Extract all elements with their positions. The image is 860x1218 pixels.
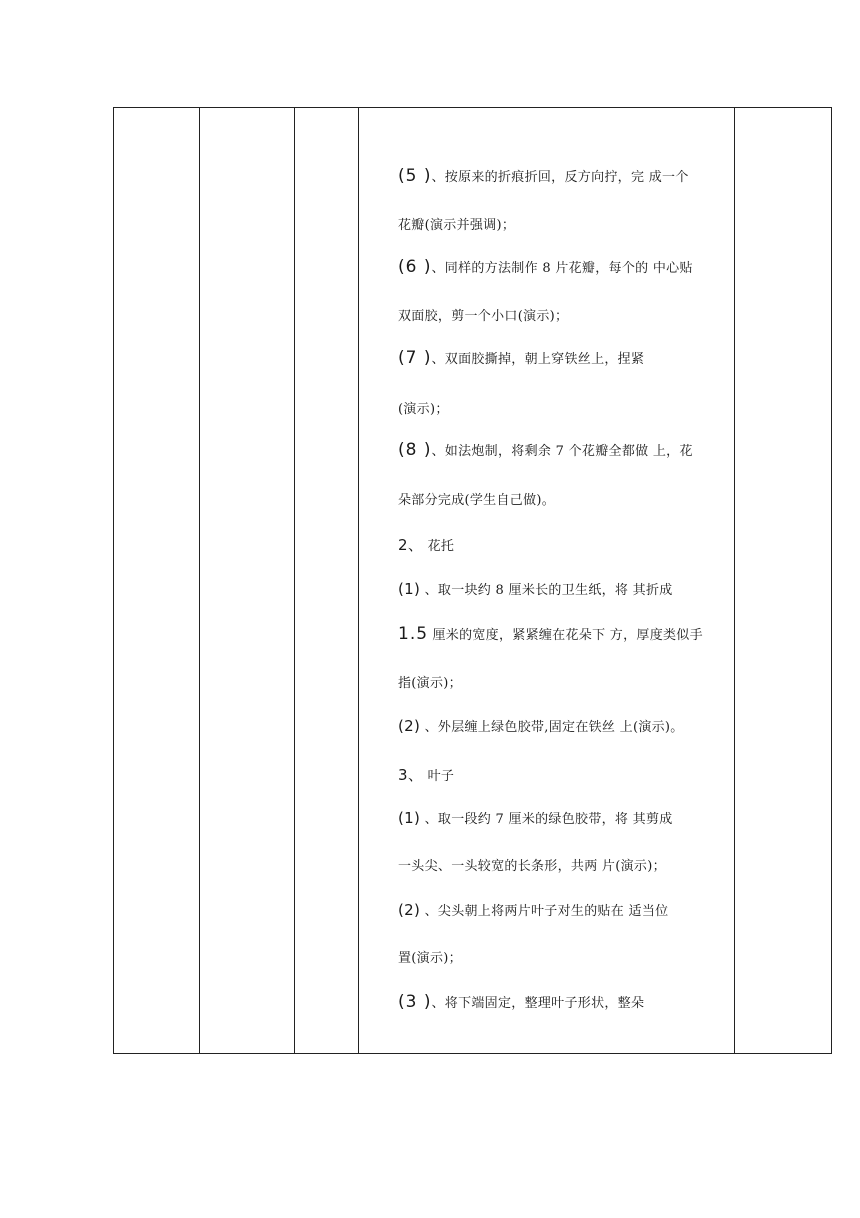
step-line: (3 )、将下端固定，整理叶子形状，整朵	[398, 992, 645, 1012]
step-line: 双面胶，剪一个小口(演示)；	[398, 309, 569, 324]
step-line: 一头尖、一头较宽的长条形，共两 片(演示)；	[398, 859, 666, 874]
column-divider-4	[734, 108, 735, 1053]
section-heading: 2、 花托	[398, 536, 455, 554]
step-line: (5 )、按原来的折痕折回，反方向拧，完 成一个	[398, 166, 689, 186]
step-line: 置(演示)；	[398, 951, 462, 966]
step-line: 花瓣(演示并强调)；	[398, 218, 516, 233]
step-line: (6 )、同样的方法制作 8 片花瓣，每个的 中心贴	[398, 257, 693, 277]
step-line: (1) 、取一块约 8 厘米长的卫生纸，将 其折成	[398, 580, 673, 598]
column-divider-1	[199, 108, 200, 1053]
column-divider-3	[358, 108, 359, 1053]
step-line: (7 )、双面胶撕掉，朝上穿铁丝上，捏紧	[398, 348, 645, 368]
column-divider-2	[294, 108, 295, 1053]
step-line: 1.5 厘米的宽度，紧紧缠在花朵下 方，厚度类似手	[398, 624, 703, 644]
step-line: (8 )、如法炮制，将剩余 7 个花瓣全都做 上，花	[398, 440, 693, 460]
step-line: 指(演示)；	[398, 676, 462, 691]
step-line: (2) 、尖头朝上将两片叶子对生的贴在 适当位	[398, 901, 669, 919]
step-line: (2) 、外层缠上绿色胶带,固定在铁丝 上(演示)。	[398, 717, 684, 735]
section-heading: 3、 叶子	[398, 766, 455, 784]
step-line: (1) 、取一段约 7 厘米的绿色胶带，将 其剪成	[398, 809, 673, 827]
step-line: (演示)；	[398, 402, 449, 417]
step-line: 朵部分完成(学生自己做)。	[398, 493, 556, 508]
